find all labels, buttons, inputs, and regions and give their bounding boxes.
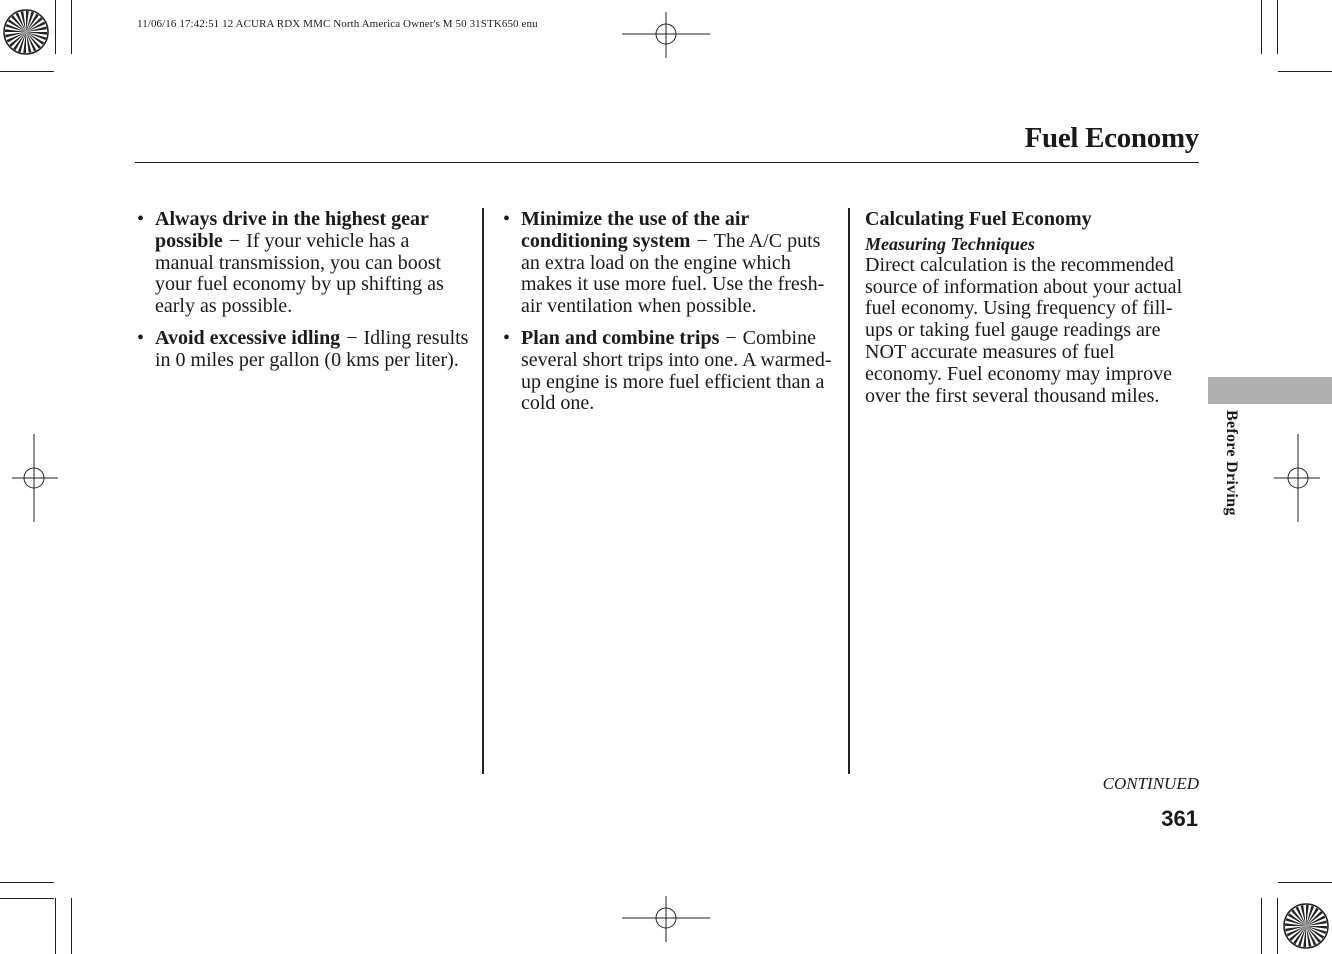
title-rule xyxy=(135,162,1199,163)
section-heading: Calculating Fuel Economy xyxy=(865,208,1092,230)
bullet: • xyxy=(137,326,145,349)
tip-excessive-idling xyxy=(137,328,472,372)
dash: − xyxy=(228,229,241,252)
bullet: • xyxy=(503,208,511,230)
sunburst-mark-bottom-right xyxy=(1282,902,1330,950)
bullet: • xyxy=(137,208,145,230)
tip-highest-gear xyxy=(137,209,472,318)
column-divider-2 xyxy=(848,208,850,774)
tip-combine-trips xyxy=(503,328,833,415)
side-tab xyxy=(1208,377,1332,404)
continued-label: CONTINUED xyxy=(1102,774,1199,793)
column-3 xyxy=(865,209,1195,407)
dash: − xyxy=(725,326,737,349)
subheading: Measuring Techniques xyxy=(865,233,1035,254)
tip-heading: Avoid excessive idling xyxy=(155,326,341,349)
print-header: 11/06/16 17:42:51 12 ACURA RDX MMC North America Owner's M 50 31STK650 enu xyxy=(137,18,538,30)
registration-mark-bottom xyxy=(622,896,710,942)
tip-air-conditioning xyxy=(503,209,833,318)
column-divider-1 xyxy=(482,208,484,774)
tip-text: The A/C puts an extra load on the engine which makes it use more fuel. Use the fresh-air ventilation when possible. xyxy=(521,229,825,318)
body-text: Direct calculation is the recommended source of information about your actual fuel economy. Using frequency of fill-ups or taking fuel gauge readings are NOT accurate measures of fuel economy. Fuel economy may improve over the first several thousand miles. xyxy=(865,253,1183,407)
page-number: 361 xyxy=(1161,806,1198,831)
column-1 xyxy=(137,209,472,382)
side-tab-label: Before Driving xyxy=(1223,410,1240,516)
tip-text: If your vehicle has a manual transmission, you can boost your fuel economy by up shifting as early as possible. xyxy=(155,229,444,318)
bullet: • xyxy=(503,326,511,349)
column-2 xyxy=(503,209,833,425)
dash: − xyxy=(346,326,358,349)
tip-heading: Plan and combine trips xyxy=(521,326,720,349)
tip-text: Combine several short trips into one. A warmed-up engine is more fuel efficient than a cold one. xyxy=(521,326,832,415)
registration-mark-top xyxy=(622,12,710,58)
tip-heading: Minimize the use of the air conditioning system xyxy=(521,208,749,252)
registration-mark-left xyxy=(12,434,58,522)
registration-mark-right xyxy=(1274,434,1320,522)
page-title: Fuel Economy xyxy=(1024,122,1199,154)
tip-text: Idling results in 0 miles per gallon (0 kms per liter). xyxy=(155,326,469,371)
dash: − xyxy=(696,229,708,252)
tip-heading: Always drive in the highest gear possible xyxy=(155,208,429,252)
sunburst-mark-top-left xyxy=(2,8,50,56)
